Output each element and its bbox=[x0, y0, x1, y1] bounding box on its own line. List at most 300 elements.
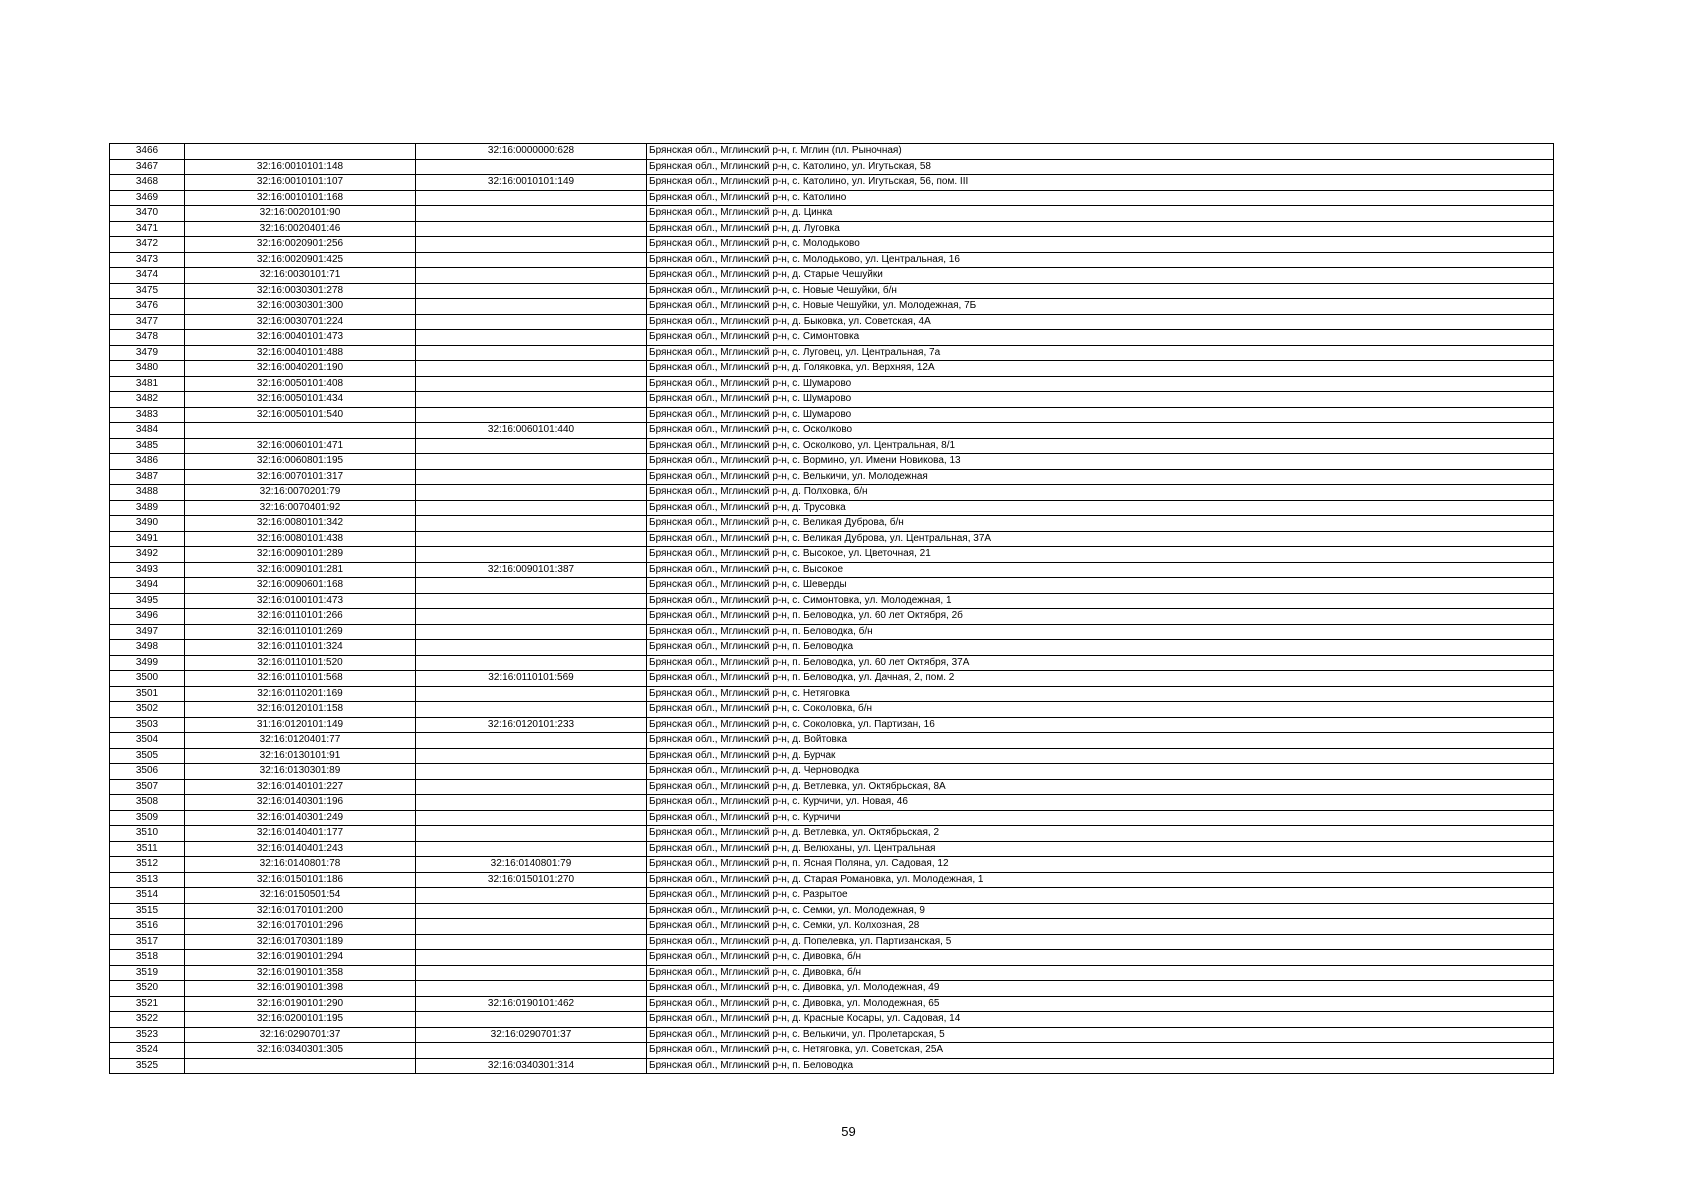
cadastral-number-cell: 32:16:0110101:324 bbox=[185, 640, 416, 656]
table-row bbox=[110, 655, 1554, 671]
address-cell: Брянская обл., Мглинский р-н, с. Семки, ул. Молодежная, 9 bbox=[647, 903, 1554, 919]
linked-cadastral-number-cell bbox=[416, 624, 647, 640]
table-row bbox=[110, 252, 1554, 268]
cadastral-number-cell: 32:16:0120401:77 bbox=[185, 733, 416, 749]
table-row bbox=[110, 1058, 1554, 1074]
cadastral-number-cell: 32:16:0190101:290 bbox=[185, 996, 416, 1012]
linked-cadastral-number-cell: 32:16:0290701:37 bbox=[416, 1027, 647, 1043]
address-cell: Брянская обл., Мглинский р-н, с. Нетяговка bbox=[647, 686, 1554, 702]
row-number-cell: 3512 bbox=[110, 857, 185, 873]
cadastral-number-cell: 32:16:0040201:190 bbox=[185, 361, 416, 377]
cadastral-number-cell: 32:16:0070401:92 bbox=[185, 500, 416, 516]
address-cell: Брянская обл., Мглинский р-н, д. Ветлевка, ул. Октябрьская, 2 bbox=[647, 826, 1554, 842]
cadastral-number-cell: 32:16:0050101:408 bbox=[185, 376, 416, 392]
linked-cadastral-number-cell bbox=[416, 1012, 647, 1028]
cadastral-number-cell: 32:16:0150501:54 bbox=[185, 888, 416, 904]
cadastral-number-cell: 32:16:0020401:46 bbox=[185, 221, 416, 237]
cadastral-number-cell bbox=[185, 423, 416, 439]
table-row bbox=[110, 810, 1554, 826]
address-cell: Брянская обл., Мглинский р-н, с. Соколовка, б/н bbox=[647, 702, 1554, 718]
row-number-cell: 3477 bbox=[110, 314, 185, 330]
table-row bbox=[110, 717, 1554, 733]
row-number-cell: 3494 bbox=[110, 578, 185, 594]
address-cell: Брянская обл., Мглинский р-н, д. Черноводка bbox=[647, 764, 1554, 780]
cadastral-number-cell: 32:16:0020901:425 bbox=[185, 252, 416, 268]
table-row bbox=[110, 361, 1554, 377]
table-row bbox=[110, 624, 1554, 640]
address-cell: Брянская обл., Мглинский р-н, с. Курчичи, ул. Новая, 46 bbox=[647, 795, 1554, 811]
address-cell: Брянская обл., Мглинский р-н, с. Новые Чешуйки, б/н bbox=[647, 283, 1554, 299]
row-number-cell: 3483 bbox=[110, 407, 185, 423]
table-row bbox=[110, 686, 1554, 702]
row-number-cell: 3521 bbox=[110, 996, 185, 1012]
linked-cadastral-number-cell bbox=[416, 655, 647, 671]
row-number-cell: 3481 bbox=[110, 376, 185, 392]
table-row bbox=[110, 237, 1554, 253]
address-cell: Брянская обл., Мглинский р-н, д. Бурчак bbox=[647, 748, 1554, 764]
table-row bbox=[110, 469, 1554, 485]
row-number-cell: 3485 bbox=[110, 438, 185, 454]
cadastral-number-cell: 32:16:0010101:148 bbox=[185, 159, 416, 175]
address-cell: Брянская обл., Мглинский р-н, с. Курчичи bbox=[647, 810, 1554, 826]
linked-cadastral-number-cell bbox=[416, 826, 647, 842]
table-row bbox=[110, 144, 1554, 160]
row-number-cell: 3507 bbox=[110, 779, 185, 795]
cadastral-number-cell: 32:16:0140301:249 bbox=[185, 810, 416, 826]
address-cell: Брянская обл., Мглинский р-н, п. Беловодка, б/н bbox=[647, 624, 1554, 640]
cadastral-number-cell: 32:16:0050101:434 bbox=[185, 392, 416, 408]
table-row bbox=[110, 438, 1554, 454]
cadastral-number-cell: 31:16:0120101:149 bbox=[185, 717, 416, 733]
row-number-cell: 3467 bbox=[110, 159, 185, 175]
cadastral-number-cell bbox=[185, 1058, 416, 1074]
row-number-cell: 3471 bbox=[110, 221, 185, 237]
row-number-cell: 3515 bbox=[110, 903, 185, 919]
linked-cadastral-number-cell bbox=[416, 283, 647, 299]
row-number-cell: 3487 bbox=[110, 469, 185, 485]
table-row bbox=[110, 221, 1554, 237]
table-row bbox=[110, 531, 1554, 547]
address-cell: Брянская обл., Мглинский р-н, с. Молодьково bbox=[647, 237, 1554, 253]
table-row bbox=[110, 764, 1554, 780]
table-row bbox=[110, 175, 1554, 191]
row-number-cell: 3491 bbox=[110, 531, 185, 547]
linked-cadastral-number-cell bbox=[416, 361, 647, 377]
address-cell: Брянская обл., Мглинский р-н, с. Дивовка, ул. Молодежная, 65 bbox=[647, 996, 1554, 1012]
row-number-cell: 3510 bbox=[110, 826, 185, 842]
linked-cadastral-number-cell bbox=[416, 640, 647, 656]
linked-cadastral-number-cell bbox=[416, 950, 647, 966]
row-number-cell: 3476 bbox=[110, 299, 185, 315]
row-number-cell: 3522 bbox=[110, 1012, 185, 1028]
address-cell: Брянская обл., Мглинский р-н, с. Католино, ул. Игутьская, 58 bbox=[647, 159, 1554, 175]
linked-cadastral-number-cell bbox=[416, 469, 647, 485]
row-number-cell: 3468 bbox=[110, 175, 185, 191]
cadastral-number-cell: 32:16:0190101:398 bbox=[185, 981, 416, 997]
row-number-cell: 3517 bbox=[110, 934, 185, 950]
cadastral-number-cell: 32:16:0060101:471 bbox=[185, 438, 416, 454]
address-cell: Брянская обл., Мглинский р-н, с. Шумарово bbox=[647, 407, 1554, 423]
cadastral-number-cell: 32:16:0110101:568 bbox=[185, 671, 416, 687]
address-cell: Брянская обл., Мглинский р-н, д. Полховка, б/н bbox=[647, 485, 1554, 501]
cadastral-number-cell: 32:16:0040101:473 bbox=[185, 330, 416, 346]
linked-cadastral-number-cell: 32:16:0090101:387 bbox=[416, 562, 647, 578]
row-number-cell: 3486 bbox=[110, 454, 185, 470]
row-number-cell: 3480 bbox=[110, 361, 185, 377]
cadastral-number-cell: 32:16:0080101:438 bbox=[185, 531, 416, 547]
cadastral-number-cell: 32:16:0080101:342 bbox=[185, 516, 416, 532]
address-cell: Брянская обл., Мглинский р-н, п. Беловодка, ул. Дачная, 2, пом. 2 bbox=[647, 671, 1554, 687]
row-number-cell: 3523 bbox=[110, 1027, 185, 1043]
page-number: 59 bbox=[841, 1124, 856, 1139]
address-cell: Брянская обл., Мглинский р-н, д. Велюханы, ул. Центральная bbox=[647, 841, 1554, 857]
row-number-cell: 3511 bbox=[110, 841, 185, 857]
row-number-cell: 3501 bbox=[110, 686, 185, 702]
row-number-cell: 3475 bbox=[110, 283, 185, 299]
linked-cadastral-number-cell: 32:16:0150101:270 bbox=[416, 872, 647, 888]
table-row bbox=[110, 748, 1554, 764]
cadastral-number-cell: 32:16:0140801:78 bbox=[185, 857, 416, 873]
row-number-cell: 3505 bbox=[110, 748, 185, 764]
cadastral-number-cell: 32:16:0150101:186 bbox=[185, 872, 416, 888]
row-number-cell: 3525 bbox=[110, 1058, 185, 1074]
row-number-cell: 3489 bbox=[110, 500, 185, 516]
address-cell: Брянская обл., Мглинский р-н, г. Мглин (пл. Рыночная) bbox=[647, 144, 1554, 160]
row-number-cell: 3498 bbox=[110, 640, 185, 656]
row-number-cell: 3514 bbox=[110, 888, 185, 904]
row-number-cell: 3499 bbox=[110, 655, 185, 671]
linked-cadastral-number-cell bbox=[416, 531, 647, 547]
address-cell: Брянская обл., Мглинский р-н, с. Разрытое bbox=[647, 888, 1554, 904]
row-number-cell: 3493 bbox=[110, 562, 185, 578]
address-cell: Брянская обл., Мглинский р-н, п. Ясная Поляна, ул. Садовая, 12 bbox=[647, 857, 1554, 873]
address-cell: Брянская обл., Мглинский р-н, с. Луговец, ул. Центральная, 7а bbox=[647, 345, 1554, 361]
row-number-cell: 3506 bbox=[110, 764, 185, 780]
table-row bbox=[110, 159, 1554, 175]
linked-cadastral-number-cell bbox=[416, 206, 647, 222]
address-cell: Брянская обл., Мглинский р-н, д. Войтовка bbox=[647, 733, 1554, 749]
row-number-cell: 3513 bbox=[110, 872, 185, 888]
address-cell: Брянская обл., Мглинский р-н, с. Великая Дуброва, ул. Центральная, 37А bbox=[647, 531, 1554, 547]
cadastral-number-cell: 32:16:0190101:358 bbox=[185, 965, 416, 981]
cadastral-number-cell: 32:16:0010101:168 bbox=[185, 190, 416, 206]
address-cell: Брянская обл., Мглинский р-н, с. Осколково bbox=[647, 423, 1554, 439]
row-number-cell: 3484 bbox=[110, 423, 185, 439]
table-body bbox=[110, 144, 1554, 1074]
table-row bbox=[110, 407, 1554, 423]
address-cell: Брянская обл., Мглинский р-н, с. Шумарово bbox=[647, 392, 1554, 408]
table-row bbox=[110, 485, 1554, 501]
table-row bbox=[110, 903, 1554, 919]
cadastral-number-cell: 32:16:0040101:488 bbox=[185, 345, 416, 361]
address-cell: Брянская обл., Мглинский р-н, п. Беловодка bbox=[647, 640, 1554, 656]
table-row bbox=[110, 919, 1554, 935]
row-number-cell: 3519 bbox=[110, 965, 185, 981]
table-row bbox=[110, 206, 1554, 222]
address-cell: Брянская обл., Мглинский р-н, с. Католино bbox=[647, 190, 1554, 206]
linked-cadastral-number-cell bbox=[416, 500, 647, 516]
address-cell: Брянская обл., Мглинский р-н, с. Шеверды bbox=[647, 578, 1554, 594]
cadastral-number-cell: 32:16:0140401:243 bbox=[185, 841, 416, 857]
table-row bbox=[110, 609, 1554, 625]
row-number-cell: 3474 bbox=[110, 268, 185, 284]
table-row bbox=[110, 965, 1554, 981]
address-cell: Брянская обл., Мглинский р-н, д. Быковка, ул. Советская, 4А bbox=[647, 314, 1554, 330]
address-cell: Брянская обл., Мглинский р-н, д. Цинка bbox=[647, 206, 1554, 222]
address-cell: Брянская обл., Мглинский р-н, с. Великая Дуброва, б/н bbox=[647, 516, 1554, 532]
linked-cadastral-number-cell bbox=[416, 438, 647, 454]
linked-cadastral-number-cell bbox=[416, 345, 647, 361]
cadastral-number-cell: 32:16:0090101:281 bbox=[185, 562, 416, 578]
address-cell: Брянская обл., Мглинский р-н, с. Велькичи, ул. Молодежная bbox=[647, 469, 1554, 485]
cadastral-number-cell: 32:16:0130301:89 bbox=[185, 764, 416, 780]
row-number-cell: 3492 bbox=[110, 547, 185, 563]
table-row bbox=[110, 981, 1554, 997]
linked-cadastral-number-cell bbox=[416, 841, 647, 857]
cadastral-number-cell: 32:16:0190101:294 bbox=[185, 950, 416, 966]
row-number-cell: 3482 bbox=[110, 392, 185, 408]
table-row bbox=[110, 190, 1554, 206]
cadastral-number-cell: 32:16:0170301:189 bbox=[185, 934, 416, 950]
address-cell: Брянская обл., Мглинский р-н, с. Новые Чешуйки, ул. Молодежная, 7Б bbox=[647, 299, 1554, 315]
row-number-cell: 3500 bbox=[110, 671, 185, 687]
linked-cadastral-number-cell bbox=[416, 903, 647, 919]
cadastral-number-cell: 32:16:0170101:296 bbox=[185, 919, 416, 935]
row-number-cell: 3470 bbox=[110, 206, 185, 222]
address-cell: Брянская обл., Мглинский р-н, с. Католино, ул. Игутьская, 56, пом. III bbox=[647, 175, 1554, 191]
table-row bbox=[110, 1012, 1554, 1028]
address-cell: Брянская обл., Мглинский р-н, с. Дивовка, б/н bbox=[647, 950, 1554, 966]
linked-cadastral-number-cell bbox=[416, 330, 647, 346]
table-row bbox=[110, 345, 1554, 361]
linked-cadastral-number-cell: 32:16:0000000:628 bbox=[416, 144, 647, 160]
table-row bbox=[110, 795, 1554, 811]
row-number-cell: 3473 bbox=[110, 252, 185, 268]
row-number-cell: 3495 bbox=[110, 593, 185, 609]
row-number-cell: 3479 bbox=[110, 345, 185, 361]
cadastral-number-cell bbox=[185, 144, 416, 160]
address-cell: Брянская обл., Мглинский р-н, д. Ветлевка, ул. Октябрьская, 8А bbox=[647, 779, 1554, 795]
table-row bbox=[110, 826, 1554, 842]
row-number-cell: 3472 bbox=[110, 237, 185, 253]
linked-cadastral-number-cell bbox=[416, 407, 647, 423]
cadastral-number-cell: 32:16:0090601:168 bbox=[185, 578, 416, 594]
linked-cadastral-number-cell bbox=[416, 578, 647, 594]
linked-cadastral-number-cell bbox=[416, 547, 647, 563]
linked-cadastral-number-cell bbox=[416, 733, 647, 749]
cadastral-number-cell: 32:16:0010101:107 bbox=[185, 175, 416, 191]
address-cell: Брянская обл., Мглинский р-н, с. Нетяговка, ул. Советская, 25А bbox=[647, 1043, 1554, 1059]
row-number-cell: 3496 bbox=[110, 609, 185, 625]
linked-cadastral-number-cell bbox=[416, 237, 647, 253]
row-number-cell: 3497 bbox=[110, 624, 185, 640]
table-row bbox=[110, 547, 1554, 563]
address-cell: Брянская обл., Мглинский р-н, с. Симонтовка bbox=[647, 330, 1554, 346]
cadastral-number-cell: 32:16:0050101:540 bbox=[185, 407, 416, 423]
row-number-cell: 3516 bbox=[110, 919, 185, 935]
address-cell: Брянская обл., Мглинский р-н, д. Трусовка bbox=[647, 500, 1554, 516]
table-row bbox=[110, 1043, 1554, 1059]
table-row bbox=[110, 330, 1554, 346]
table-row bbox=[110, 392, 1554, 408]
cadastral-number-cell: 32:16:0030101:71 bbox=[185, 268, 416, 284]
table-row bbox=[110, 934, 1554, 950]
linked-cadastral-number-cell bbox=[416, 810, 647, 826]
address-cell: Брянская обл., Мглинский р-н, с. Дивовка, б/н bbox=[647, 965, 1554, 981]
table-row bbox=[110, 857, 1554, 873]
cadastral-number-cell: 32:16:0110101:269 bbox=[185, 624, 416, 640]
table-row bbox=[110, 562, 1554, 578]
address-cell: Брянская обл., Мглинский р-н, п. Беловодка, ул. 60 лет Октября, 37А bbox=[647, 655, 1554, 671]
linked-cadastral-number-cell bbox=[416, 919, 647, 935]
table-row bbox=[110, 283, 1554, 299]
linked-cadastral-number-cell bbox=[416, 485, 647, 501]
address-cell: Брянская обл., Мглинский р-н, д. Старые Чешуйки bbox=[647, 268, 1554, 284]
table-row bbox=[110, 733, 1554, 749]
row-number-cell: 3488 bbox=[110, 485, 185, 501]
table-row bbox=[110, 1027, 1554, 1043]
address-cell: Брянская обл., Мглинский р-н, с. Высокое, ул. Цветочная, 21 bbox=[647, 547, 1554, 563]
linked-cadastral-number-cell bbox=[416, 748, 647, 764]
linked-cadastral-number-cell bbox=[416, 376, 647, 392]
linked-cadastral-number-cell bbox=[416, 299, 647, 315]
cadastral-number-cell: 32:16:0170101:200 bbox=[185, 903, 416, 919]
cadastral-number-cell: 32:16:0090101:289 bbox=[185, 547, 416, 563]
linked-cadastral-number-cell bbox=[416, 392, 647, 408]
cadastral-number-cell: 32:16:0130101:91 bbox=[185, 748, 416, 764]
linked-cadastral-number-cell: 32:16:0060101:440 bbox=[416, 423, 647, 439]
row-number-cell: 3508 bbox=[110, 795, 185, 811]
table-row bbox=[110, 888, 1554, 904]
cadastral-number-cell: 32:16:0140401:177 bbox=[185, 826, 416, 842]
cadastral-number-cell: 32:16:0100101:473 bbox=[185, 593, 416, 609]
table-row bbox=[110, 640, 1554, 656]
linked-cadastral-number-cell: 32:16:0190101:462 bbox=[416, 996, 647, 1012]
linked-cadastral-number-cell bbox=[416, 795, 647, 811]
address-cell: Брянская обл., Мглинский р-н, с. Шумарово bbox=[647, 376, 1554, 392]
row-number-cell: 3478 bbox=[110, 330, 185, 346]
table-row bbox=[110, 299, 1554, 315]
cadastral-number-cell: 32:16:0110101:266 bbox=[185, 609, 416, 625]
address-cell: Брянская обл., Мглинский р-н, д. Луговка bbox=[647, 221, 1554, 237]
linked-cadastral-number-cell bbox=[416, 252, 647, 268]
table-row bbox=[110, 872, 1554, 888]
cadastral-number-cell: 32:16:0060801:195 bbox=[185, 454, 416, 470]
cadastral-number-cell: 32:16:0120101:158 bbox=[185, 702, 416, 718]
linked-cadastral-number-cell bbox=[416, 981, 647, 997]
row-number-cell: 3509 bbox=[110, 810, 185, 826]
linked-cadastral-number-cell bbox=[416, 764, 647, 780]
linked-cadastral-number-cell bbox=[416, 888, 647, 904]
row-number-cell: 3503 bbox=[110, 717, 185, 733]
linked-cadastral-number-cell bbox=[416, 1043, 647, 1059]
linked-cadastral-number-cell bbox=[416, 454, 647, 470]
address-cell: Брянская обл., Мглинский р-н, д. Красные Косары, ул. Садовая, 14 bbox=[647, 1012, 1554, 1028]
linked-cadastral-number-cell bbox=[416, 221, 647, 237]
property-table bbox=[109, 143, 1554, 1074]
linked-cadastral-number-cell: 32:16:0010101:149 bbox=[416, 175, 647, 191]
address-cell: Брянская обл., Мглинский р-н, с. Семки, ул. Колхозная, 28 bbox=[647, 919, 1554, 935]
address-cell: Брянская обл., Мглинский р-н, п. Беловодка, ул. 60 лет Октября, 2б bbox=[647, 609, 1554, 625]
table-row bbox=[110, 423, 1554, 439]
table-row bbox=[110, 454, 1554, 470]
table-row bbox=[110, 671, 1554, 687]
linked-cadastral-number-cell bbox=[416, 268, 647, 284]
row-number-cell: 3466 bbox=[110, 144, 185, 160]
linked-cadastral-number-cell bbox=[416, 965, 647, 981]
address-cell: Брянская обл., Мглинский р-н, с. Осколково, ул. Центральная, 8/1 bbox=[647, 438, 1554, 454]
linked-cadastral-number-cell bbox=[416, 593, 647, 609]
address-cell: Брянская обл., Мглинский р-н, п. Беловодка bbox=[647, 1058, 1554, 1074]
cadastral-number-cell: 32:16:0030301:278 bbox=[185, 283, 416, 299]
table-row bbox=[110, 268, 1554, 284]
address-cell: Брянская обл., Мглинский р-н, с. Молодьково, ул. Центральная, 16 bbox=[647, 252, 1554, 268]
row-number-cell: 3469 bbox=[110, 190, 185, 206]
row-number-cell: 3490 bbox=[110, 516, 185, 532]
address-cell: Брянская обл., Мглинский р-н, с. Высокое bbox=[647, 562, 1554, 578]
address-cell: Брянская обл., Мглинский р-н, с. Вормино, ул. Имени Новикова, 13 bbox=[647, 454, 1554, 470]
cadastral-number-cell: 32:16:0340301:305 bbox=[185, 1043, 416, 1059]
cadastral-number-cell: 32:16:0020901:256 bbox=[185, 237, 416, 253]
row-number-cell: 3518 bbox=[110, 950, 185, 966]
linked-cadastral-number-cell: 32:16:0140801:79 bbox=[416, 857, 647, 873]
linked-cadastral-number-cell bbox=[416, 779, 647, 795]
address-cell: Брянская обл., Мглинский р-н, д. Голяковка, ул. Верхняя, 12А bbox=[647, 361, 1554, 377]
linked-cadastral-number-cell bbox=[416, 609, 647, 625]
cadastral-number-cell: 32:16:0140101:227 bbox=[185, 779, 416, 795]
cadastral-number-cell: 32:16:0290701:37 bbox=[185, 1027, 416, 1043]
row-number-cell: 3520 bbox=[110, 981, 185, 997]
table-row bbox=[110, 516, 1554, 532]
cadastral-number-cell: 32:16:0070101:317 bbox=[185, 469, 416, 485]
address-cell: Брянская обл., Мглинский р-н, с. Велькичи, ул. Пролетарская, 5 bbox=[647, 1027, 1554, 1043]
linked-cadastral-number-cell bbox=[416, 314, 647, 330]
linked-cadastral-number-cell bbox=[416, 934, 647, 950]
linked-cadastral-number-cell bbox=[416, 686, 647, 702]
cadastral-number-cell: 32:16:0140301:196 bbox=[185, 795, 416, 811]
linked-cadastral-number-cell bbox=[416, 159, 647, 175]
cadastral-number-cell: 32:16:0030701:224 bbox=[185, 314, 416, 330]
table-row bbox=[110, 996, 1554, 1012]
table-row bbox=[110, 578, 1554, 594]
table-row bbox=[110, 314, 1554, 330]
linked-cadastral-number-cell bbox=[416, 702, 647, 718]
linked-cadastral-number-cell: 32:16:0110101:569 bbox=[416, 671, 647, 687]
table-row bbox=[110, 593, 1554, 609]
row-number-cell: 3524 bbox=[110, 1043, 185, 1059]
row-number-cell: 3502 bbox=[110, 702, 185, 718]
linked-cadastral-number-cell bbox=[416, 516, 647, 532]
address-cell: Брянская обл., Мглинский р-н, д. Попелевка, ул. Партизанская, 5 bbox=[647, 934, 1554, 950]
address-cell: Брянская обл., Мглинский р-н, д. Старая Романовка, ул. Молодежная, 1 bbox=[647, 872, 1554, 888]
row-number-cell: 3504 bbox=[110, 733, 185, 749]
linked-cadastral-number-cell: 32:16:0120101:233 bbox=[416, 717, 647, 733]
cadastral-number-cell: 32:16:0110201:169 bbox=[185, 686, 416, 702]
table-row bbox=[110, 376, 1554, 392]
cadastral-number-cell: 32:16:0070201:79 bbox=[185, 485, 416, 501]
cadastral-number-cell: 32:16:0200101:195 bbox=[185, 1012, 416, 1028]
address-cell: Брянская обл., Мглинский р-н, с. Дивовка, ул. Молодежная, 49 bbox=[647, 981, 1554, 997]
address-cell: Брянская обл., Мглинский р-н, с. Соколовка, ул. Партизан, 16 bbox=[647, 717, 1554, 733]
table-row bbox=[110, 779, 1554, 795]
linked-cadastral-number-cell: 32:16:0340301:314 bbox=[416, 1058, 647, 1074]
linked-cadastral-number-cell bbox=[416, 190, 647, 206]
cadastral-number-cell: 32:16:0020101:90 bbox=[185, 206, 416, 222]
address-cell: Брянская обл., Мглинский р-н, с. Симонтовка, ул. Молодежная, 1 bbox=[647, 593, 1554, 609]
cadastral-number-cell: 32:16:0030301:300 bbox=[185, 299, 416, 315]
table-row bbox=[110, 500, 1554, 516]
table-row bbox=[110, 950, 1554, 966]
